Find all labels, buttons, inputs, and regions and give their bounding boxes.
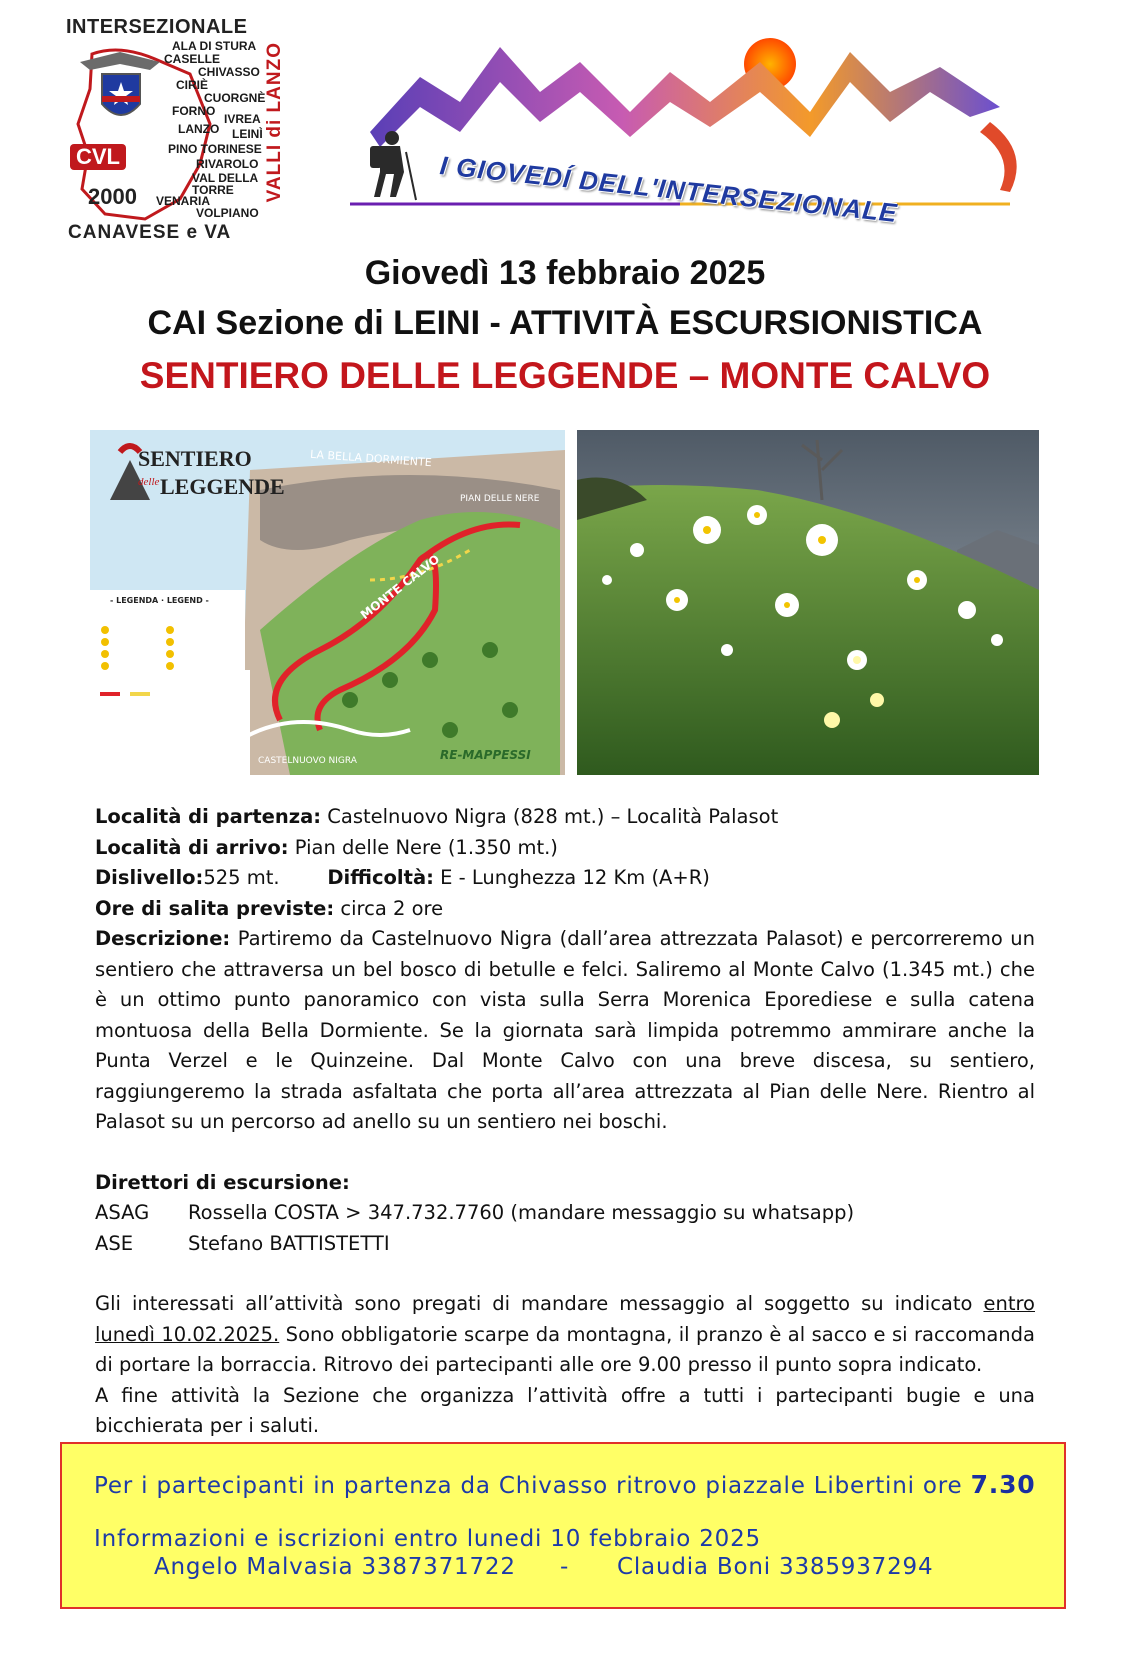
director-role: ASAG	[95, 1201, 150, 1224]
narcissus-photo	[577, 430, 1039, 775]
logo-town: VAL DELLA TORRE	[192, 171, 258, 197]
notes-paragraph	[95, 1289, 1035, 1381]
logo-vertical-text: VALLI di LANZO	[264, 42, 285, 203]
climb-value: circa 2 ore	[334, 896, 444, 920]
map-title-small: delle	[138, 476, 160, 488]
map-top-label: LA BELLA DORMIENTE	[309, 447, 433, 470]
directors-heading	[95, 1168, 1035, 1199]
contact-separator: -	[560, 1554, 570, 1580]
description-label: Descrizione:	[95, 927, 231, 950]
arrival-label: Località di arrivo:	[95, 835, 289, 859]
meeting-line	[94, 1470, 1035, 1499]
contact-claudia: Claudia Boni 3385937294	[617, 1554, 934, 1580]
logo-town: LANZO	[178, 122, 220, 136]
map-place-bottom: CASTELNUOVO NIGRA	[258, 756, 357, 766]
excursion-info	[95, 802, 1035, 1442]
start-row	[95, 802, 1035, 833]
logo-town: VOLPIANO	[196, 206, 259, 220]
logo-town: PINO TORINESE	[168, 142, 262, 156]
difficulty-value: E - Lunghezza 12 Km (A+R)	[433, 866, 710, 889]
event-date: Giovedì 13 febbraio 2025	[364, 254, 766, 292]
description-text: Partiremo da Castelnuovo Nigra (dall’area attrezzata Palasot) e percorreremo un sentiero che attraversa un bel bosco di betulle e felci. Saliremo al Monte Calvo (1.345 mt.) che è un ottimo punto panoramico con vista sulla Serra Morenica Eporediese e sulla catena montuosa della Bella Dormiente. Se la giornata sarà limpida potremmo ammirare anche la Punta Verzel e le Quinzeine. Dal Monte Calvo con una breve discesa, su sentiero, raggiungeremo la strada asfaltata che porta all’area attrezzata al Pian delle Nere. Rientro al Palasot su un percorso ad anello su un sentiero nei boschi.	[95, 927, 1035, 1133]
director-row	[95, 1198, 1035, 1229]
director-name: Stefano BATTISTETTI	[188, 1231, 390, 1255]
logo-town: ALA DI STURA	[172, 39, 257, 53]
logo-town: CASELLE	[164, 52, 221, 66]
contact-angelo: Angelo Malvasia 3387371722	[154, 1554, 516, 1580]
arrival-value: Pian delle Nere (1.350 mt.)	[288, 835, 558, 859]
logo-town: FORNO	[172, 104, 216, 118]
director-role: ASE	[95, 1231, 134, 1255]
director-name: Rossella COSTA > 347.732.7760 (mandare messaggio su whatsapp)	[188, 1201, 855, 1224]
logo-town: CIRIÈ	[176, 78, 209, 92]
logo-title: INTERSEZIONALE	[66, 16, 248, 38]
elevation-row	[95, 863, 1035, 894]
start-value: Castelnuovo Nigra (828 mt.) – Località Palasot	[321, 805, 779, 828]
director-row	[95, 1229, 1035, 1260]
map-legend-title: - LEGENDA · LEGEND -	[110, 596, 209, 605]
section-title: CAI Sezione di LEINI - ATTIVITÀ ESCURSIONISTICA	[147, 304, 983, 342]
trail-title: SENTIERO DELLE LEGGENDE – MONTE CALVO	[139, 355, 991, 396]
map-mountain-label: MONTE CALVO	[357, 551, 443, 623]
elevation-value: 525 mt.	[203, 866, 280, 889]
difficulty-label: Difficoltà:	[327, 866, 434, 889]
start-label: Località di partenza:	[95, 805, 322, 828]
intersezionale-logo	[60, 14, 310, 244]
description	[95, 924, 1035, 1138]
meeting-info-box	[60, 1442, 1066, 1609]
logo-town: VENARIA	[156, 194, 211, 208]
arrival-row	[95, 833, 1035, 864]
directors-label: Direttori di escursione:	[95, 1170, 350, 1194]
notes-text-b: Sono obbligatorie scarpe da montagna, il pranzo è al sacco e si raccomanda di portare la borraccia. Ritrovo dei partecipanti alle ore 9.00 presso il punto sopra indicato.	[95, 1322, 1035, 1376]
logo-town: LEINÌ	[232, 127, 263, 141]
meeting-time: 7.30	[970, 1470, 1036, 1499]
logo-bottom-text: CANAVESE e VA	[68, 222, 232, 243]
map-title-1: SENTIERO	[138, 446, 252, 471]
closing-paragraph: A fine attività la Sezione che organizza l’attività offre a tutti i partecipanti bugie e una bicchierata per i saluti.	[95, 1383, 1035, 1437]
giovedi-banner	[350, 22, 1060, 228]
elevation-label: Dislivello:	[95, 866, 204, 889]
trail-map-image	[90, 430, 565, 775]
meadow-photo-graphic	[577, 430, 1039, 775]
logo-town: CUORGNÈ	[204, 91, 266, 105]
map-brand: RE-MAPPESSI	[440, 748, 531, 762]
climb-row	[95, 894, 1035, 925]
banner-title: I GIOVEDÍ DELL'INTERSEZIONALE	[438, 150, 899, 228]
logo-town: CHIVASSO	[198, 65, 260, 79]
logo-town: RIVAROLO	[196, 157, 259, 171]
logo-year: 2000	[88, 184, 137, 209]
map-place-top: PIAN DELLE NERE	[460, 494, 540, 504]
logo-badge: CVL	[70, 144, 126, 170]
notes-deadline: entro lunedì 10.02.2025.	[95, 1292, 1035, 1346]
climb-label: Ore di salita previste:	[95, 896, 335, 920]
logo-town: IVREA	[224, 112, 261, 126]
meeting-text: Per i partecipanti in partenza da Chivasso ritrovo piazzale Libertini ore	[94, 1473, 971, 1499]
registration-info: Informazioni e iscrizioni entro lunedi 10 febbraio 2025	[94, 1526, 761, 1552]
map-title-2: LEGGENDE	[160, 474, 285, 499]
notes-text-a: Gli interessati all’attività sono pregati di mandare messaggio al soggetto su indicato	[95, 1292, 984, 1315]
